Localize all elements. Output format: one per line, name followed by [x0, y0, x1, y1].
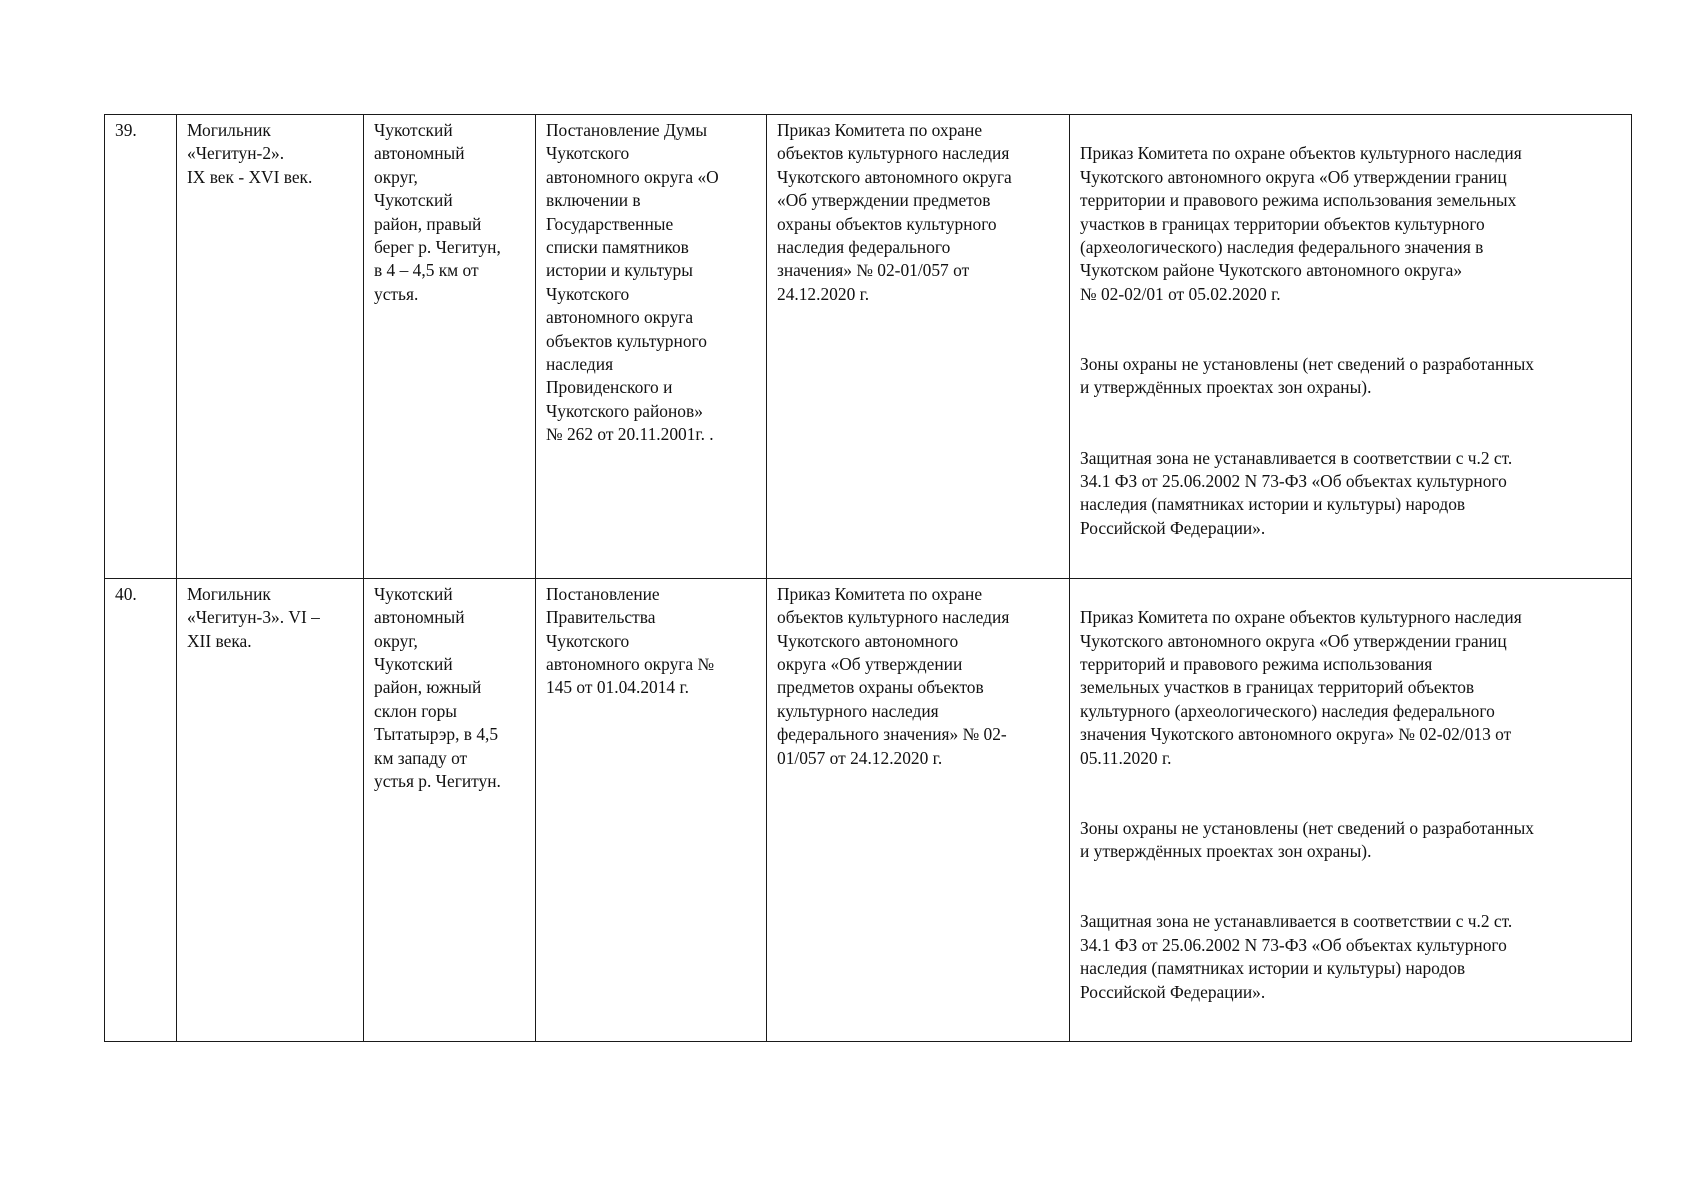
protection-subject-order-cell: Приказ Комитета по охране объектов культурного наследия Чукотского автономного округа «Об утверждении предметов охраны объектов культурного наследия федерального значения» № 02-01/057 от 24.12.2020 г. — [767, 115, 1070, 579]
table-row — [105, 115, 1632, 579]
protective-zone-note: Защитная зона не устанавливается в соответствии с ч.2 ст. 34.1 ФЗ от 25.06.2002 N 73-ФЗ «Об объектах культурного наследия (памятниках истории и культуры) народов Российской Федерации». — [1080, 911, 1513, 1002]
heritage-objects-table — [104, 114, 1632, 1042]
territory-order-cell — [1070, 115, 1632, 579]
object-name-cell: Могильник «Чегитун-3». VI – XII века. — [177, 578, 364, 1042]
table-row — [105, 578, 1632, 1042]
protective-zone-note: Защитная зона не устанавливается в соответствии с ч.2 ст. 34.1 ФЗ от 25.06.2002 N 73-ФЗ «Об объектах культурного наследия (памятниках истории и культуры) народов Российской Федерации». — [1080, 447, 1513, 538]
row-number-cell: 40. — [105, 578, 177, 1042]
territory-order-text: Приказ Комитета по охране объектов культурного наследия Чукотского автономного округа «Об утверждении границ территорий и правового режима использования земельных участков в границах территорий объектов культурного (археологического) наследия федерального значения Чукотского автономного округа» № 02-02/013 от 05.11.2020 г. — [1080, 607, 1522, 768]
row-number-cell: 39. — [105, 115, 177, 579]
location-cell: Чукотский автономный округ, Чукотский район, правый берег р. Чегитун, в 4 – 4,5 км от устья. — [364, 115, 536, 579]
location-cell: Чукотский автономный округ, Чукотский район, южный склон горы Тытатырэр, в 4,5 км западу от устья р. Чегитун. — [364, 578, 536, 1042]
inclusion-decree-cell: Постановление Правительства Чукотского автономного округа № 145 от 01.04.2014 г. — [536, 578, 767, 1042]
object-name-cell: Могильник «Чегитун-2». IX век - XVI век. — [177, 115, 364, 579]
inclusion-decree-cell: Постановление Думы Чукотского автономного округа «О включении в Государственные списки памятников истории и культуры Чукотского автономного округа объектов культурного наследия Провиденского и Чукотского районов» № 262 от 20.11.2001г. . — [536, 115, 767, 579]
protection-subject-order-cell: Приказ Комитета по охране объектов культурного наследия Чукотского автономного округа «Об утверждении предметов охраны объектов культурного наследия федерального значения» № 02- 01/057 от 24.12.2020 г. — [767, 578, 1070, 1042]
protection-zones-note: Зоны охраны не установлены (нет сведений о разработанных и утверждённых проектах зон охраны). — [1080, 354, 1534, 398]
protection-zones-note: Зоны охраны не установлены (нет сведений о разработанных и утверждённых проектах зон охраны). — [1080, 817, 1534, 862]
territory-order-text: Приказ Комитета по охране объектов культурного наследия Чукотского автономного округа «Об утверждении границ территории и правового режима использования земельных участков в границах территории объектов культурного (археологического) наследия федерального значения в Чукотском районе Чукотского автономного округа» № 02-02/01 от 05.02.2020 г. — [1080, 143, 1522, 304]
territory-order-cell — [1070, 578, 1632, 1042]
